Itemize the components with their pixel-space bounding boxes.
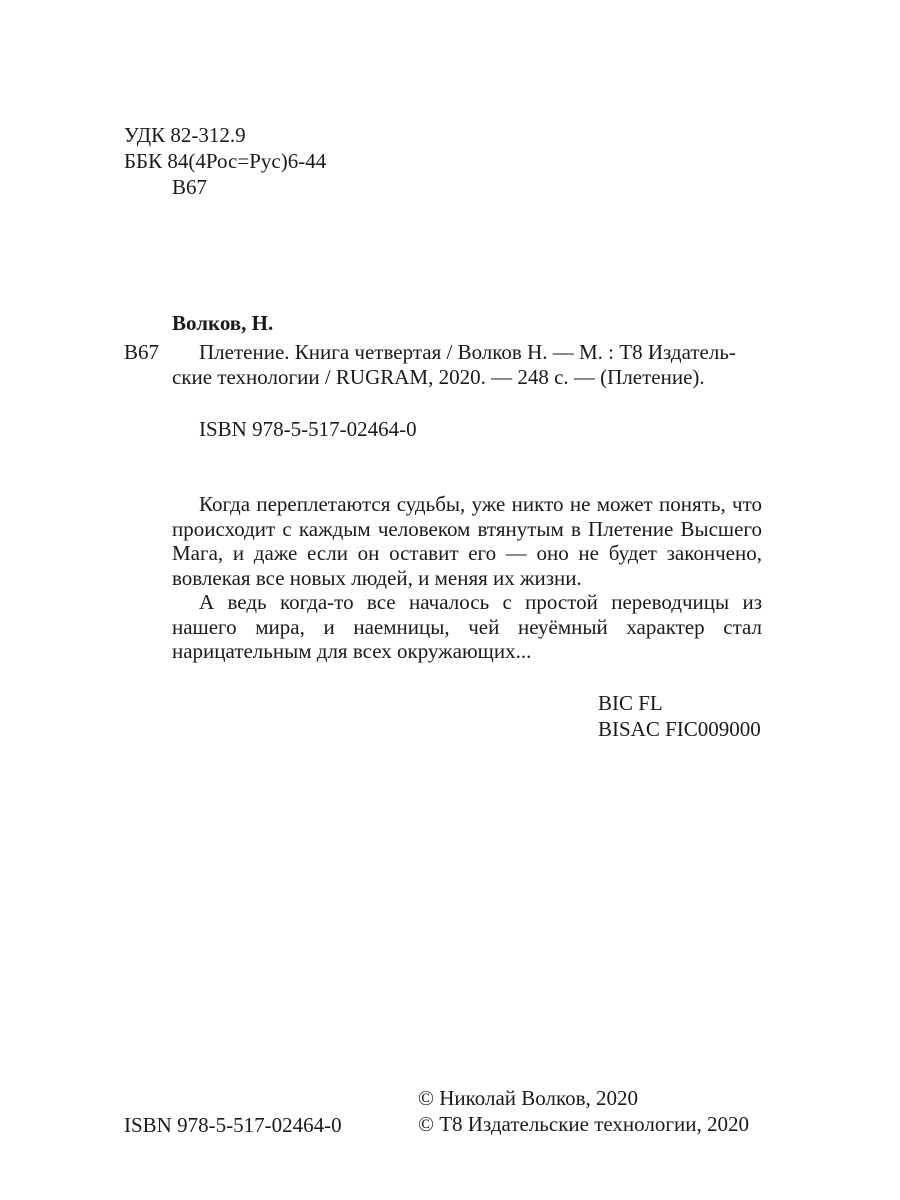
bbk-code: ББК 84(4Рос=Рус)6-44 [124,149,327,173]
record-author-mark: В67 [124,340,160,364]
record-title-line: Плетение. Книга четвертая / Волков Н. — М. : Т8 Издатель- [199,340,736,364]
subject-codes [598,690,761,742]
footer-isbn: ISBN 978-5-517-02464-0 [124,1113,342,1137]
copyright-notices [418,1085,749,1137]
udk-code: УДК 82-312.9 [124,123,246,147]
bic-code: BIC FL [598,691,663,715]
annotation [172,492,762,664]
annotation-paragraph: Когда переплетаются судьбы, уже никто не может понять, что происходит с каждым человеком втянутым в Плетение Высшего Мага, и даже если он оставит его — оно не будет закончено, вовлекая все новых людей, и меняя их жизни. [172,492,762,590]
copyright-author: © Николай Волков, 2020 [418,1086,639,1110]
annotation-paragraph: А ведь когда-то все началось с простой переводчицы из нашего мира, и наемницы, чей неуёмный характер стал нарицательным для всех окружающих... [172,590,762,663]
author-mark: В67 [172,175,208,199]
copyright-publisher: © Т8 Издательские технологии, 2020 [418,1112,749,1136]
record-isbn: ISBN 978-5-517-02464-0 [199,417,417,441]
classification-codes [124,122,326,200]
record-author: Волков, Н. [172,311,274,335]
record-title-line-continued: ские технологии / RUGRAM, 2020. — 248 с. — (Плетение). [172,365,705,389]
bisac-code: BISAC FIC009000 [598,717,761,741]
